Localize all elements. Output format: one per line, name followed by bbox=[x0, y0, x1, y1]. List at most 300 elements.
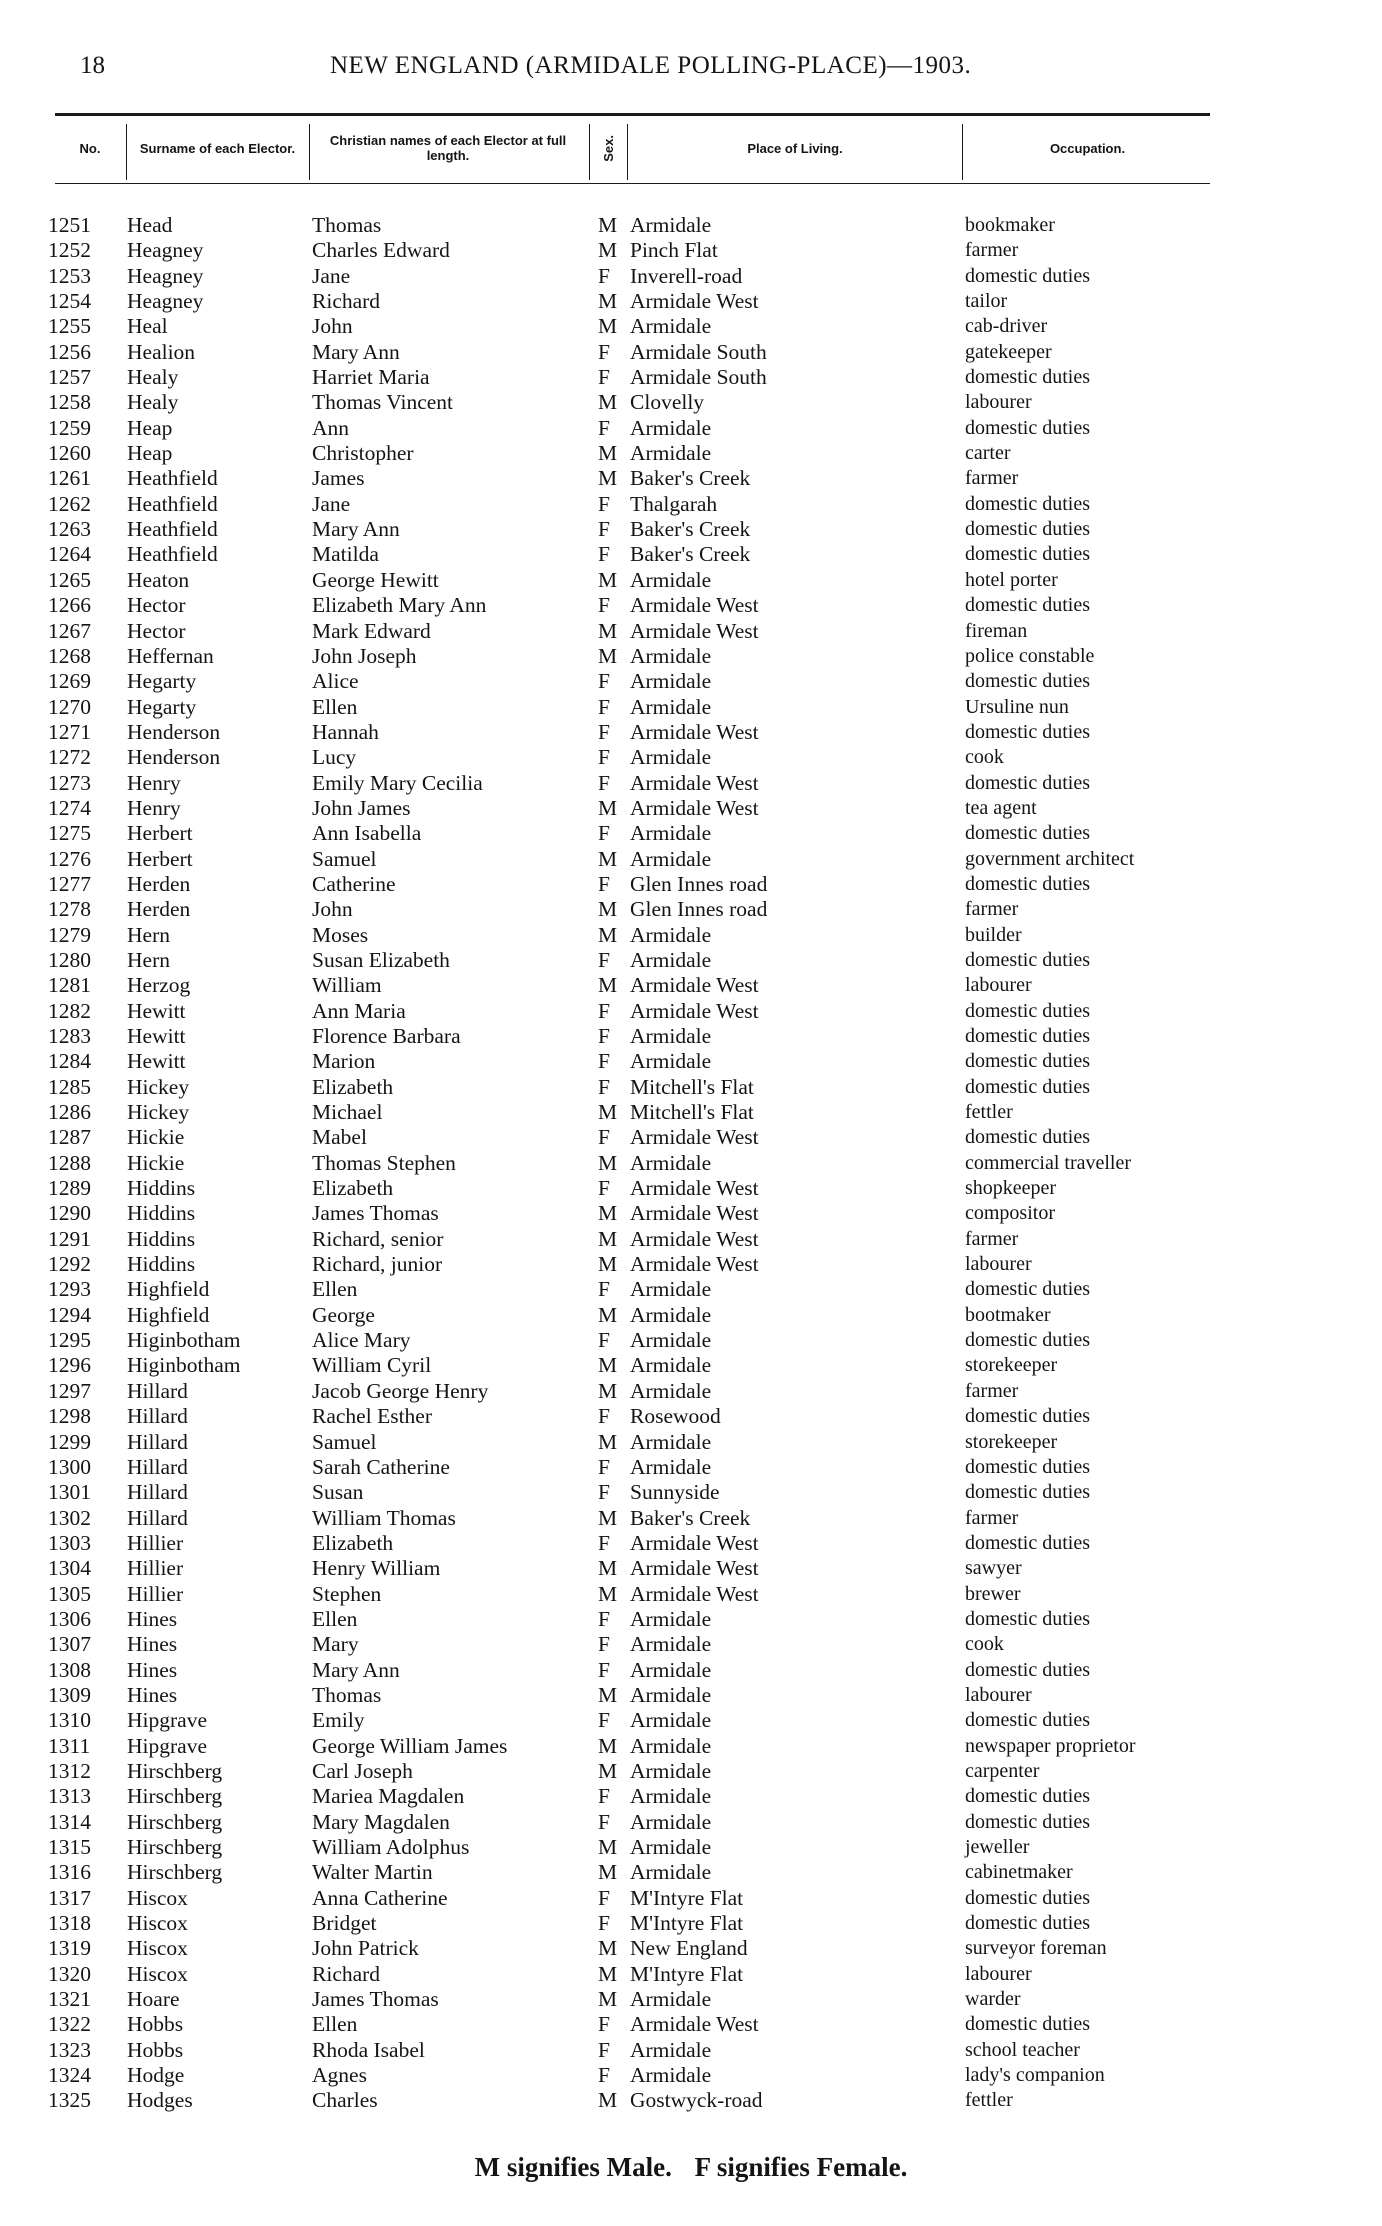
elector-place: Armidale bbox=[630, 567, 712, 592]
elector-surname: Hegarty bbox=[127, 694, 197, 719]
elector-place: Baker's Creek bbox=[630, 466, 751, 491]
elector-sex: F bbox=[598, 719, 610, 744]
elector-sex: M bbox=[598, 213, 618, 237]
elector-place: M'Intyre Flat bbox=[630, 1961, 744, 1986]
elector-occupation: farmer bbox=[965, 1227, 1019, 1250]
elector-sex: M bbox=[598, 441, 618, 466]
elector-christian-names: William Adolphus bbox=[312, 1835, 470, 1859]
elector-sex: M bbox=[598, 1505, 618, 1530]
elector-number: 1270 bbox=[48, 694, 91, 719]
elector-place: Armidale bbox=[630, 821, 712, 846]
elector-christian-names: Ann bbox=[312, 415, 350, 440]
elector-sex: M bbox=[598, 289, 618, 314]
elector-place: Armidale bbox=[630, 1378, 712, 1403]
elector-occupation: fireman bbox=[965, 619, 1028, 642]
elector-sex: M bbox=[598, 1252, 618, 1277]
elector-occupation: domestic duties bbox=[965, 1329, 1090, 1352]
elector-occupation: fettler bbox=[965, 2089, 1013, 2112]
elector-surname: Henderson bbox=[127, 719, 221, 744]
elector-christian-names: John Joseph bbox=[312, 643, 417, 668]
elector-place: Armidale West bbox=[630, 1125, 759, 1150]
elector-occupation: labourer bbox=[965, 974, 1032, 997]
table-row bbox=[0, 264, 1382, 289]
elector-occupation: commercial traveller bbox=[965, 1151, 1132, 1174]
elector-occupation: hotel porter bbox=[965, 568, 1058, 591]
elector-christian-names: Stephen bbox=[312, 1581, 382, 1606]
elector-surname: Hines bbox=[127, 1632, 178, 1657]
elector-occupation: farmer bbox=[965, 1379, 1019, 1402]
elector-occupation: police constable bbox=[965, 644, 1095, 667]
elector-occupation: labourer bbox=[965, 1253, 1032, 1276]
elector-place: Armidale West bbox=[630, 1556, 759, 1581]
elector-surname: Hickey bbox=[127, 1100, 190, 1125]
table-row bbox=[0, 644, 1382, 669]
elector-surname: Hickey bbox=[127, 1074, 190, 1099]
elector-surname: Hickie bbox=[127, 1125, 185, 1150]
elector-occupation: farmer bbox=[965, 1506, 1019, 1529]
elector-surname: Hipgrave bbox=[127, 1708, 207, 1733]
elector-sex: M bbox=[598, 1987, 618, 2012]
elector-occupation: newspaper proprietor bbox=[965, 1734, 1136, 1757]
elector-christian-names: Christopher bbox=[312, 441, 414, 466]
elector-place: Sunnyside bbox=[630, 1480, 720, 1505]
elector-occupation: domestic duties bbox=[965, 1709, 1090, 1732]
table-row bbox=[0, 1860, 1382, 1885]
elector-surname: Hines bbox=[127, 1682, 178, 1707]
elector-occupation: domestic duties bbox=[965, 872, 1090, 895]
elector-number: 1300 bbox=[48, 1454, 91, 1479]
elector-christian-names: Ellen bbox=[312, 2012, 358, 2037]
elector-occupation: gatekeeper bbox=[965, 340, 1052, 363]
elector-place: Armidale bbox=[630, 1454, 712, 1479]
elector-surname: Hines bbox=[127, 1606, 178, 1631]
elector-number: 1317 bbox=[48, 1885, 91, 1910]
elector-sex: M bbox=[598, 1758, 618, 1783]
table-row bbox=[0, 1962, 1382, 1987]
table-row bbox=[0, 669, 1382, 694]
elector-number: 1267 bbox=[48, 618, 91, 643]
elector-place: Armidale bbox=[630, 1632, 712, 1657]
elector-number: 1258 bbox=[48, 390, 91, 415]
elector-sex: M bbox=[598, 846, 618, 871]
table-row bbox=[0, 897, 1382, 922]
elector-surname: Hiscox bbox=[127, 1911, 188, 1936]
elector-surname: Hipgrave bbox=[127, 1733, 207, 1758]
elector-sex: F bbox=[598, 415, 610, 440]
table-row bbox=[0, 1277, 1382, 1302]
elector-number: 1282 bbox=[48, 998, 91, 1023]
elector-place: Armidale West bbox=[630, 1252, 759, 1277]
elector-christian-names: Matilda bbox=[312, 542, 379, 567]
elector-christian-names: Florence Barbara bbox=[312, 1024, 461, 1048]
table-row bbox=[0, 1379, 1382, 1404]
elector-occupation: domestic duties bbox=[965, 1658, 1090, 1681]
elector-place: Baker's Creek bbox=[630, 542, 751, 567]
elector-place: Mitchell's Flat bbox=[630, 1074, 754, 1099]
elector-occupation: shopkeeper bbox=[965, 1177, 1057, 1200]
elector-place: Armidale West bbox=[630, 1201, 759, 1226]
elector-christian-names: Thomas bbox=[312, 1682, 382, 1707]
elector-sex: F bbox=[598, 491, 610, 516]
elector-occupation: cabinetmaker bbox=[965, 1861, 1073, 1884]
elector-sex: M bbox=[598, 2088, 618, 2113]
elector-surname: Healy bbox=[127, 390, 179, 415]
elector-number: 1271 bbox=[48, 719, 91, 744]
elector-sex: M bbox=[598, 1429, 618, 1454]
elector-occupation: fettler bbox=[965, 1101, 1013, 1124]
elector-christian-names: Richard bbox=[312, 1961, 381, 1986]
elector-sex: F bbox=[598, 1024, 610, 1048]
elector-place: Armidale South bbox=[630, 365, 767, 390]
elector-christian-names: Susan Elizabeth bbox=[312, 947, 450, 972]
elector-occupation: farmer bbox=[965, 898, 1019, 921]
elector-occupation: domestic duties bbox=[965, 492, 1090, 515]
elector-number: 1325 bbox=[48, 2088, 91, 2113]
elector-christian-names: Carl Joseph bbox=[312, 1758, 413, 1783]
table-row bbox=[0, 1328, 1382, 1353]
elector-number: 1266 bbox=[48, 593, 91, 618]
table-row bbox=[0, 1784, 1382, 1809]
table-row bbox=[0, 1151, 1382, 1176]
elector-surname: Herbert bbox=[127, 846, 193, 871]
elector-sex: F bbox=[598, 542, 610, 567]
table-row bbox=[0, 999, 1382, 1024]
elector-place: Baker's Creek bbox=[630, 1505, 751, 1530]
elector-occupation: domestic duties bbox=[965, 1455, 1090, 1478]
elector-christian-names: Mary Ann bbox=[312, 339, 400, 364]
elector-place: Armidale bbox=[630, 643, 712, 668]
elector-christian-names: Ellen bbox=[312, 1606, 358, 1631]
elector-surname: Hillier bbox=[127, 1556, 184, 1581]
elector-number: 1251 bbox=[48, 213, 91, 237]
elector-number: 1303 bbox=[48, 1530, 91, 1555]
elector-sex: F bbox=[598, 871, 610, 896]
elector-christian-names: Ellen bbox=[312, 1277, 358, 1302]
elector-number: 1321 bbox=[48, 1987, 91, 2012]
elector-surname: Heagney bbox=[127, 289, 204, 314]
table-row bbox=[0, 1100, 1382, 1125]
elector-occupation: domestic duties bbox=[965, 1405, 1090, 1428]
elector-number: 1296 bbox=[48, 1353, 91, 1378]
elector-place: Armidale bbox=[630, 2063, 712, 2088]
elector-christian-names: John James bbox=[312, 795, 411, 820]
elector-place: Armidale bbox=[630, 441, 712, 466]
elector-sex: F bbox=[598, 694, 610, 719]
elector-sex: F bbox=[598, 1809, 610, 1834]
elector-surname: Heal bbox=[127, 314, 168, 339]
elector-number: 1316 bbox=[48, 1860, 91, 1885]
table-row bbox=[0, 1987, 1382, 2012]
elector-sex: M bbox=[598, 1936, 618, 1961]
elector-christian-names: Marion bbox=[312, 1049, 376, 1074]
elector-surname: Hillier bbox=[127, 1581, 184, 1606]
elector-surname: Hillier bbox=[127, 1530, 184, 1555]
elector-place: Armidale bbox=[630, 846, 712, 871]
elector-surname: Head bbox=[127, 213, 173, 237]
elector-number: 1280 bbox=[48, 947, 91, 972]
elector-christian-names: Jacob George Henry bbox=[312, 1378, 489, 1403]
elector-christian-names: Catherine bbox=[312, 871, 396, 896]
elector-christian-names: Rhoda Isabel bbox=[312, 2037, 425, 2062]
elector-sex: M bbox=[598, 1378, 618, 1403]
elector-occupation: domestic duties bbox=[965, 543, 1090, 566]
elector-sex: F bbox=[598, 821, 610, 846]
elector-sex: M bbox=[598, 1835, 618, 1859]
elector-number: 1275 bbox=[48, 821, 91, 846]
elector-surname: Hector bbox=[127, 618, 186, 643]
elector-occupation: domestic duties bbox=[965, 416, 1090, 439]
elector-place: New England bbox=[630, 1936, 748, 1961]
elector-occupation: domestic duties bbox=[965, 1912, 1090, 1935]
table-row bbox=[0, 1125, 1382, 1150]
table-row bbox=[0, 1430, 1382, 1455]
elector-number: 1308 bbox=[48, 1657, 91, 1682]
elector-sex: M bbox=[598, 973, 618, 998]
elector-number: 1285 bbox=[48, 1074, 91, 1099]
header-divider bbox=[126, 124, 127, 180]
elector-sex: M bbox=[598, 897, 618, 922]
elector-surname: Hobbs bbox=[127, 2012, 184, 2037]
elector-place: Armidale bbox=[630, 415, 712, 440]
elector-surname: Highfield bbox=[127, 1302, 210, 1327]
elector-number: 1281 bbox=[48, 973, 91, 998]
elector-place: Armidale bbox=[630, 1429, 712, 1454]
elector-place: Armidale bbox=[630, 2037, 712, 2062]
table-row bbox=[0, 1531, 1382, 1556]
table-row bbox=[0, 948, 1382, 973]
elector-place: M'Intyre Flat bbox=[630, 1911, 744, 1936]
table-row bbox=[0, 1480, 1382, 1505]
elector-occupation: farmer bbox=[965, 467, 1019, 490]
elector-occupation: Ursuline nun bbox=[965, 695, 1069, 718]
table-row bbox=[0, 340, 1382, 365]
elector-surname: Heffernan bbox=[127, 643, 214, 668]
header-divider bbox=[309, 124, 310, 180]
elector-christian-names: Susan bbox=[312, 1480, 364, 1505]
elector-place: Armidale South bbox=[630, 339, 767, 364]
elector-number: 1295 bbox=[48, 1328, 91, 1353]
elector-place: Armidale bbox=[630, 1809, 712, 1834]
elector-christian-names: Thomas Stephen bbox=[312, 1150, 456, 1175]
elector-occupation: carpenter bbox=[965, 1759, 1040, 1782]
elector-occupation: sawyer bbox=[965, 1557, 1022, 1580]
elector-number: 1263 bbox=[48, 517, 91, 542]
elector-place: Armidale bbox=[630, 1049, 712, 1074]
elector-sex: M bbox=[598, 466, 618, 491]
elector-surname: Hirschberg bbox=[127, 1784, 223, 1809]
elector-christian-names: Ann Maria bbox=[312, 998, 406, 1023]
elector-number: 1265 bbox=[48, 567, 91, 592]
elector-christian-names: Rachel Esther bbox=[312, 1404, 432, 1429]
elector-surname: Hiscox bbox=[127, 1961, 188, 1986]
elector-sex: M bbox=[598, 1201, 618, 1226]
elector-sex: F bbox=[598, 263, 610, 288]
elector-surname: Heagney bbox=[127, 263, 204, 288]
elector-christian-names: James Thomas bbox=[312, 1201, 439, 1226]
elector-christian-names: Michael bbox=[312, 1100, 383, 1125]
elector-christian-names: Elizabeth Mary Ann bbox=[312, 593, 487, 618]
elector-sex: M bbox=[598, 1581, 618, 1606]
elector-christian-names: George William James bbox=[312, 1733, 508, 1758]
elector-occupation: tea agent bbox=[965, 796, 1037, 819]
table-top-rule bbox=[55, 113, 1210, 116]
elector-christian-names: Mark Edward bbox=[312, 618, 431, 643]
elector-christian-names: Thomas bbox=[312, 213, 382, 237]
page-number: 18 bbox=[80, 52, 105, 79]
elector-christian-names: Elizabeth bbox=[312, 1074, 394, 1099]
table-row bbox=[0, 796, 1382, 821]
elector-christian-names: Ellen bbox=[312, 694, 358, 719]
column-header-surname: Surname of each Elector. bbox=[139, 140, 296, 156]
table-row bbox=[0, 872, 1382, 897]
elector-number: 1274 bbox=[48, 795, 91, 820]
elector-christian-names: Ann Isabella bbox=[312, 821, 422, 846]
elector-place: Baker's Creek bbox=[630, 517, 751, 542]
elector-surname: Hines bbox=[127, 1657, 178, 1682]
elector-surname: Herzog bbox=[127, 973, 191, 998]
elector-sex: F bbox=[598, 947, 610, 972]
elector-occupation: brewer bbox=[965, 1582, 1021, 1605]
elector-number: 1302 bbox=[48, 1505, 91, 1530]
table-row bbox=[0, 923, 1382, 948]
table-row bbox=[0, 1886, 1382, 1911]
elector-sex: M bbox=[598, 618, 618, 643]
elector-sex: F bbox=[598, 1708, 610, 1733]
elector-place: Armidale bbox=[630, 1353, 712, 1378]
elector-sex: F bbox=[598, 1074, 610, 1099]
elector-occupation: labourer bbox=[965, 391, 1032, 414]
elector-place: Armidale West bbox=[630, 998, 759, 1023]
elector-place: Armidale West bbox=[630, 1530, 759, 1555]
elector-surname: Heathfield bbox=[127, 542, 218, 567]
elector-sex: F bbox=[598, 1328, 610, 1353]
elector-number: 1293 bbox=[48, 1277, 91, 1302]
elector-place: Armidale bbox=[630, 922, 712, 947]
elector-sex: F bbox=[598, 1657, 610, 1682]
elector-place: Glen Innes road bbox=[630, 897, 768, 922]
elector-occupation: farmer bbox=[965, 239, 1019, 262]
elector-place: Armidale West bbox=[630, 770, 759, 795]
elector-sex: F bbox=[598, 1049, 610, 1074]
elector-christian-names: Mary Ann bbox=[312, 1657, 400, 1682]
elector-surname: Hillard bbox=[127, 1505, 188, 1530]
elector-sex: F bbox=[598, 1784, 610, 1809]
elector-sex: F bbox=[598, 1606, 610, 1631]
elector-christian-names: Richard bbox=[312, 289, 381, 314]
elector-occupation: lady's companion bbox=[965, 2064, 1105, 2087]
elector-place: Thalgarah bbox=[630, 491, 718, 516]
elector-surname: Henry bbox=[127, 770, 181, 795]
elector-number: 1277 bbox=[48, 871, 91, 896]
elector-surname: Hiddins bbox=[127, 1226, 196, 1251]
column-header-christian-names: Christian names of each Elector at full length. bbox=[329, 133, 567, 163]
table-row bbox=[0, 517, 1382, 542]
table-row bbox=[0, 1201, 1382, 1226]
elector-christian-names: Alice bbox=[312, 669, 359, 694]
elector-number: 1307 bbox=[48, 1632, 91, 1657]
elector-christian-names: James bbox=[312, 466, 365, 491]
elector-place: Armidale bbox=[630, 1682, 712, 1707]
table-row bbox=[0, 619, 1382, 644]
elector-place: Inverell-road bbox=[630, 263, 743, 288]
elector-occupation: builder bbox=[965, 923, 1022, 946]
elector-number: 1264 bbox=[48, 542, 91, 567]
elector-sex: F bbox=[598, 998, 610, 1023]
elector-place: Armidale bbox=[630, 745, 712, 770]
elector-place: Armidale West bbox=[630, 1226, 759, 1251]
elector-surname: Hillard bbox=[127, 1404, 188, 1429]
elector-place: Armidale bbox=[630, 1784, 712, 1809]
elector-number: 1304 bbox=[48, 1556, 91, 1581]
table-row bbox=[0, 2088, 1382, 2113]
column-header-place: Place of Living. bbox=[747, 140, 843, 156]
elector-surname: Hiddins bbox=[127, 1201, 196, 1226]
elector-surname: Henderson bbox=[127, 745, 221, 770]
elector-surname: Hirschberg bbox=[127, 1860, 223, 1885]
elector-number: 1319 bbox=[48, 1936, 91, 1961]
elector-christian-names: Alice Mary bbox=[312, 1328, 411, 1353]
table-row bbox=[0, 1683, 1382, 1708]
elector-surname: Hillard bbox=[127, 1480, 188, 1505]
elector-place: Armidale West bbox=[630, 795, 759, 820]
elector-occupation: storekeeper bbox=[965, 1354, 1058, 1377]
elector-number: 1276 bbox=[48, 846, 91, 871]
elector-occupation: domestic duties bbox=[965, 1075, 1090, 1098]
elector-christian-names: George bbox=[312, 1302, 375, 1327]
elector-occupation: domestic duties bbox=[965, 1126, 1090, 1149]
elector-christian-names: John bbox=[312, 897, 353, 922]
table-row bbox=[0, 1582, 1382, 1607]
table-row bbox=[0, 1404, 1382, 1429]
elector-place: Armidale bbox=[630, 314, 712, 339]
elector-christian-names: Lucy bbox=[312, 745, 357, 770]
elector-surname: Healion bbox=[127, 339, 196, 364]
elector-place: Armidale bbox=[630, 1302, 712, 1327]
elector-number: 1269 bbox=[48, 669, 91, 694]
elector-surname: Hector bbox=[127, 593, 186, 618]
table-row bbox=[0, 1506, 1382, 1531]
table-row bbox=[0, 1303, 1382, 1328]
elector-sex: F bbox=[598, 339, 610, 364]
table-row bbox=[0, 695, 1382, 720]
elector-place: Armidale West bbox=[630, 593, 759, 618]
table-row bbox=[0, 1176, 1382, 1201]
elector-sex: F bbox=[598, 1530, 610, 1555]
elector-occupation: labourer bbox=[965, 1962, 1032, 1985]
table-row bbox=[0, 1911, 1382, 1936]
elector-number: 1273 bbox=[48, 770, 91, 795]
table-row bbox=[0, 1252, 1382, 1277]
table-row bbox=[0, 2012, 1382, 2037]
elector-place: Armidale West bbox=[630, 719, 759, 744]
elector-surname: Hoare bbox=[127, 1987, 180, 2012]
elector-surname: Heagney bbox=[127, 238, 204, 263]
elector-place: Armidale West bbox=[630, 1176, 759, 1201]
elector-christian-names: Emily bbox=[312, 1708, 365, 1733]
elector-christian-names: Bridget bbox=[312, 1911, 377, 1936]
elector-sex: F bbox=[598, 593, 610, 618]
elector-occupation: cook bbox=[965, 746, 1004, 769]
table-row bbox=[0, 745, 1382, 770]
elector-number: 1313 bbox=[48, 1784, 91, 1809]
elector-number: 1279 bbox=[48, 922, 91, 947]
elector-occupation: domestic duties bbox=[965, 670, 1090, 693]
elector-christian-names: Agnes bbox=[312, 2063, 367, 2088]
elector-place: Armidale bbox=[630, 1150, 712, 1175]
elector-christian-names: James Thomas bbox=[312, 1987, 439, 2012]
elector-christian-names: Richard, senior bbox=[312, 1226, 444, 1251]
elector-place: Armidale West bbox=[630, 2012, 759, 2037]
